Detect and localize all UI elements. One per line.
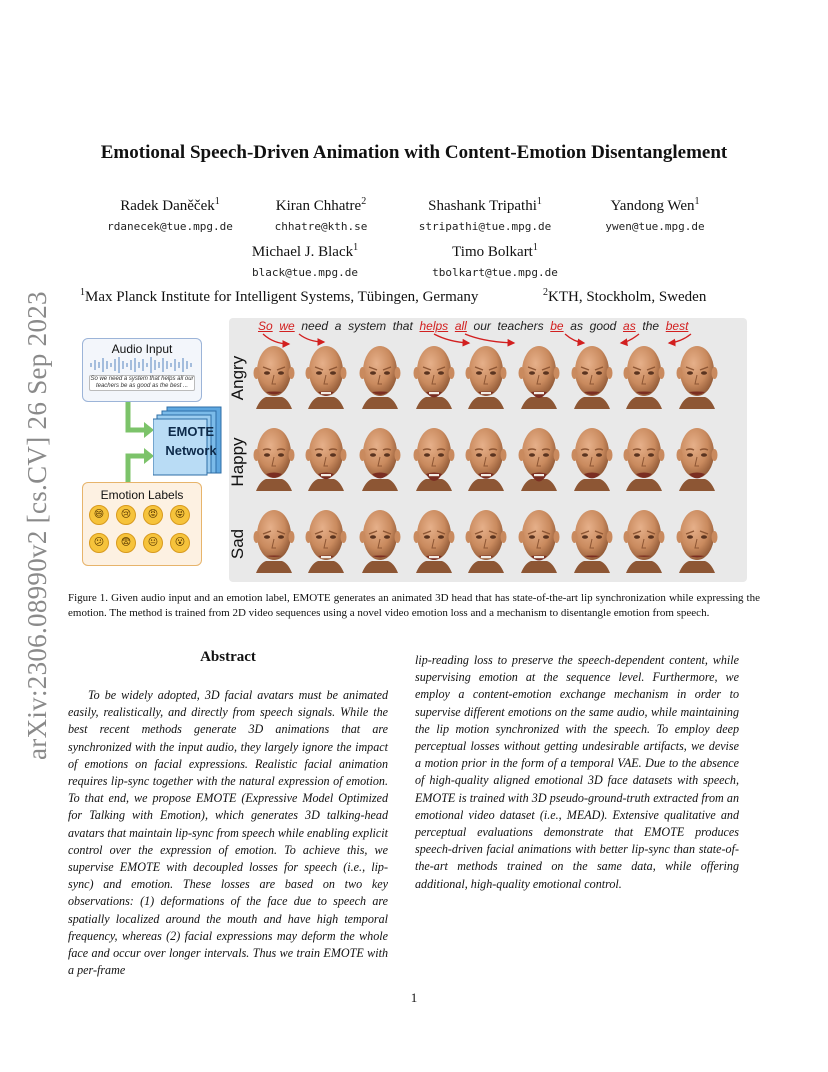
page-number: 1 bbox=[410, 990, 418, 1005]
sentence-word: So bbox=[258, 319, 273, 333]
abstract-heading: Abstract bbox=[200, 649, 256, 665]
animated-head bbox=[410, 339, 458, 415]
author-sup: 2 bbox=[361, 196, 367, 207]
sentence-word: best bbox=[665, 319, 689, 333]
animated-head bbox=[620, 339, 668, 415]
sentence-word: helps bbox=[419, 319, 449, 333]
author-name: Radek Daněček bbox=[120, 198, 215, 214]
affiliation-text: KTH, Stockholm, Sweden bbox=[548, 289, 707, 305]
animated-head bbox=[356, 421, 404, 497]
animated-head bbox=[673, 503, 721, 579]
author-block bbox=[585, 196, 725, 233]
author-name: Kiran Chhatre bbox=[275, 198, 362, 214]
animated-head bbox=[673, 339, 721, 415]
author-block bbox=[95, 196, 245, 233]
abstract-right-column bbox=[415, 652, 739, 893]
emotion-emoji-icon: 😮 bbox=[170, 533, 190, 553]
animated-head bbox=[302, 503, 350, 579]
author-name: Yandong Wen bbox=[610, 198, 695, 214]
affiliation-sup: 1 bbox=[80, 287, 85, 298]
emotion-emoji-icon: 😐 bbox=[143, 533, 163, 553]
sentence-word: as bbox=[570, 319, 583, 333]
emotion-emoji-icon: 😡 bbox=[143, 505, 163, 525]
sentence-word: that bbox=[392, 319, 413, 333]
network-label-line2: Network bbox=[165, 443, 217, 458]
emotion-emoji-icon: 😢 bbox=[116, 505, 136, 525]
audio-input-text: So we need a system that helps all our teachers be as good as the best ... bbox=[90, 376, 194, 389]
animated-head bbox=[462, 503, 510, 579]
animated-head bbox=[410, 421, 458, 497]
animated-head bbox=[302, 339, 350, 415]
author-name: Michael J. Black bbox=[251, 244, 354, 260]
sentence-word: be bbox=[550, 319, 564, 333]
animated-head bbox=[620, 421, 668, 497]
sentence-word: all bbox=[454, 319, 467, 333]
author-email: black@tue.mpg.de bbox=[252, 266, 358, 279]
emotion-emoji-icon: 😝 bbox=[170, 505, 190, 525]
author-block bbox=[410, 242, 580, 279]
emotion-emoji-icon: 😨 bbox=[116, 533, 136, 553]
author-email: chhatre@kth.se bbox=[274, 220, 368, 233]
network-label-line1: EMOTE bbox=[167, 424, 215, 439]
animated-head bbox=[673, 421, 721, 497]
sentence-word: our bbox=[473, 319, 491, 333]
animated-head bbox=[462, 421, 510, 497]
animated-head bbox=[568, 421, 616, 497]
row-label-happy: Happy bbox=[228, 437, 247, 487]
author-email: rdanecek@tue.mpg.de bbox=[107, 220, 233, 233]
animated-head bbox=[568, 503, 616, 579]
abstract-left-column bbox=[68, 687, 388, 979]
sentence-word: a bbox=[334, 319, 342, 333]
sentence-word: need bbox=[301, 319, 329, 333]
paper-title: Emotional Speech-Driven Animation with Content-Emotion Disentanglement bbox=[100, 142, 728, 163]
animated-head bbox=[250, 339, 298, 415]
animated-head bbox=[515, 339, 563, 415]
author-sup: 1 bbox=[532, 242, 538, 253]
animated-head bbox=[250, 503, 298, 579]
animated-head bbox=[356, 503, 404, 579]
sentence-word: system bbox=[348, 319, 387, 333]
author-sup: 1 bbox=[353, 242, 359, 253]
row-label-sad: Sad bbox=[228, 528, 247, 560]
author-name: Shashank Tripathi bbox=[428, 198, 537, 214]
arrow-audio-to-network bbox=[128, 402, 146, 430]
row-label-angry: Angry bbox=[228, 355, 247, 401]
audio-input-box bbox=[82, 338, 202, 402]
sentence-word: good bbox=[589, 319, 617, 333]
emotion-emoji-icon: 😕 bbox=[89, 533, 109, 553]
abstract-paragraph-right: lip-reading loss to preserve the speech-dependent content, while supervising emotion at the sequence level. Furthermore, we employ a content-emotion exchange mechanism in order to supervise different emotions on the same audio, while maintaining the lip motion synchronized with the speech. To employ deep perceptual losses without getting undesirable artifacts, we devise a motion prior in the form of a temporal VAE. Due to the absence of high-quality aligned emotional 3D face datasets with speech, EMOTE is trained with 3D pseudo-ground-truth extracted from an emotional video dataset (i.e., MEAD). Extensive qualitative and perceptual evaluations demonstrate that EMOTE produces speech-driven facial animations with better lip-sync than state-of-the-art methods trained on the same data, while offering additional, high-quality emotional control. bbox=[415, 653, 739, 891]
author-email: ywen@tue.mpg.de bbox=[605, 220, 705, 233]
audio-input-label: Audio Input bbox=[111, 342, 173, 356]
animated-head bbox=[568, 339, 616, 415]
emotion-labels-box bbox=[82, 482, 202, 566]
affiliation-sup: 2 bbox=[543, 287, 548, 298]
author-sup: 1 bbox=[694, 196, 700, 207]
author-block bbox=[230, 242, 380, 279]
author-name: Timo Bolkart bbox=[452, 244, 533, 260]
emotion-emoji-icon: 😄 bbox=[89, 505, 109, 525]
network-label bbox=[160, 422, 222, 460]
emotion-labels-title: Emotion Labels bbox=[100, 488, 184, 502]
arrow-emotion-to-network bbox=[128, 456, 146, 482]
affiliation bbox=[543, 287, 706, 306]
waveform-icon bbox=[87, 356, 197, 374]
affiliation bbox=[80, 287, 478, 306]
figure-caption: Figure 1. Given audio input and an emotion label, EMOTE generates an animated 3D head that has state-of-the-art lip synchronization while expressing the emotion. The method is trained from 2D video sequences using a novel video emotion loss and a mechanism to disentangle emotion from speech. bbox=[68, 592, 760, 619]
arxiv-stamp: arXiv:2306.08990v2 [cs.CV] 26 Sep 2023 bbox=[22, 291, 52, 760]
animated-head bbox=[462, 339, 510, 415]
sentence-word: teachers bbox=[497, 319, 544, 333]
author-email: stripathi@tue.mpg.de bbox=[418, 220, 552, 233]
animated-head bbox=[515, 503, 563, 579]
animated-head bbox=[410, 503, 458, 579]
author-block bbox=[256, 196, 386, 233]
author-sup: 1 bbox=[214, 196, 220, 207]
sentence-word: as bbox=[623, 319, 636, 333]
animated-head bbox=[356, 339, 404, 415]
animated-head bbox=[620, 503, 668, 579]
animated-head bbox=[515, 421, 563, 497]
animated-head bbox=[250, 421, 298, 497]
author-sup: 1 bbox=[536, 196, 542, 207]
animated-head bbox=[302, 421, 350, 497]
abstract-paragraph-left: To be widely adopted, 3D facial avatars must be animated easily, realistically, and directly from speech signals. While the best recent methods generate 3D animations that are synchronized with the input audio, they largely ignore the impact of emotions on facial expressions. Realistic facial animation requires lip-sync together with the natural expression of emotion. To that end, we propose EMOTE (Expressive Model Optimized for Talking with Emotion), which generates 3D talking-head avatars that maintain lip-sync from speech while enabling explicit control over the expression of emotion. To achieve this, we supervise EMOTE with decoupled losses for speech (i.e., lip-sync) and emotion. These losses are based on two key observations: (1) deformations of the face due to speech are spatially localized around the mouth and have high temporal frequency, whereas (2) facial expressions may deform the whole face and occur over longer intervals. Thus we train EMOTE with a per-frame bbox=[68, 688, 388, 978]
affiliation-text: Max Planck Institute for Intelligent Systems, Tübingen, Germany bbox=[85, 289, 479, 305]
sentence-word: the bbox=[642, 319, 660, 333]
author-block bbox=[405, 196, 565, 233]
sentence-word: we bbox=[279, 319, 295, 333]
author-email: tbolkart@tue.mpg.de bbox=[432, 266, 558, 279]
